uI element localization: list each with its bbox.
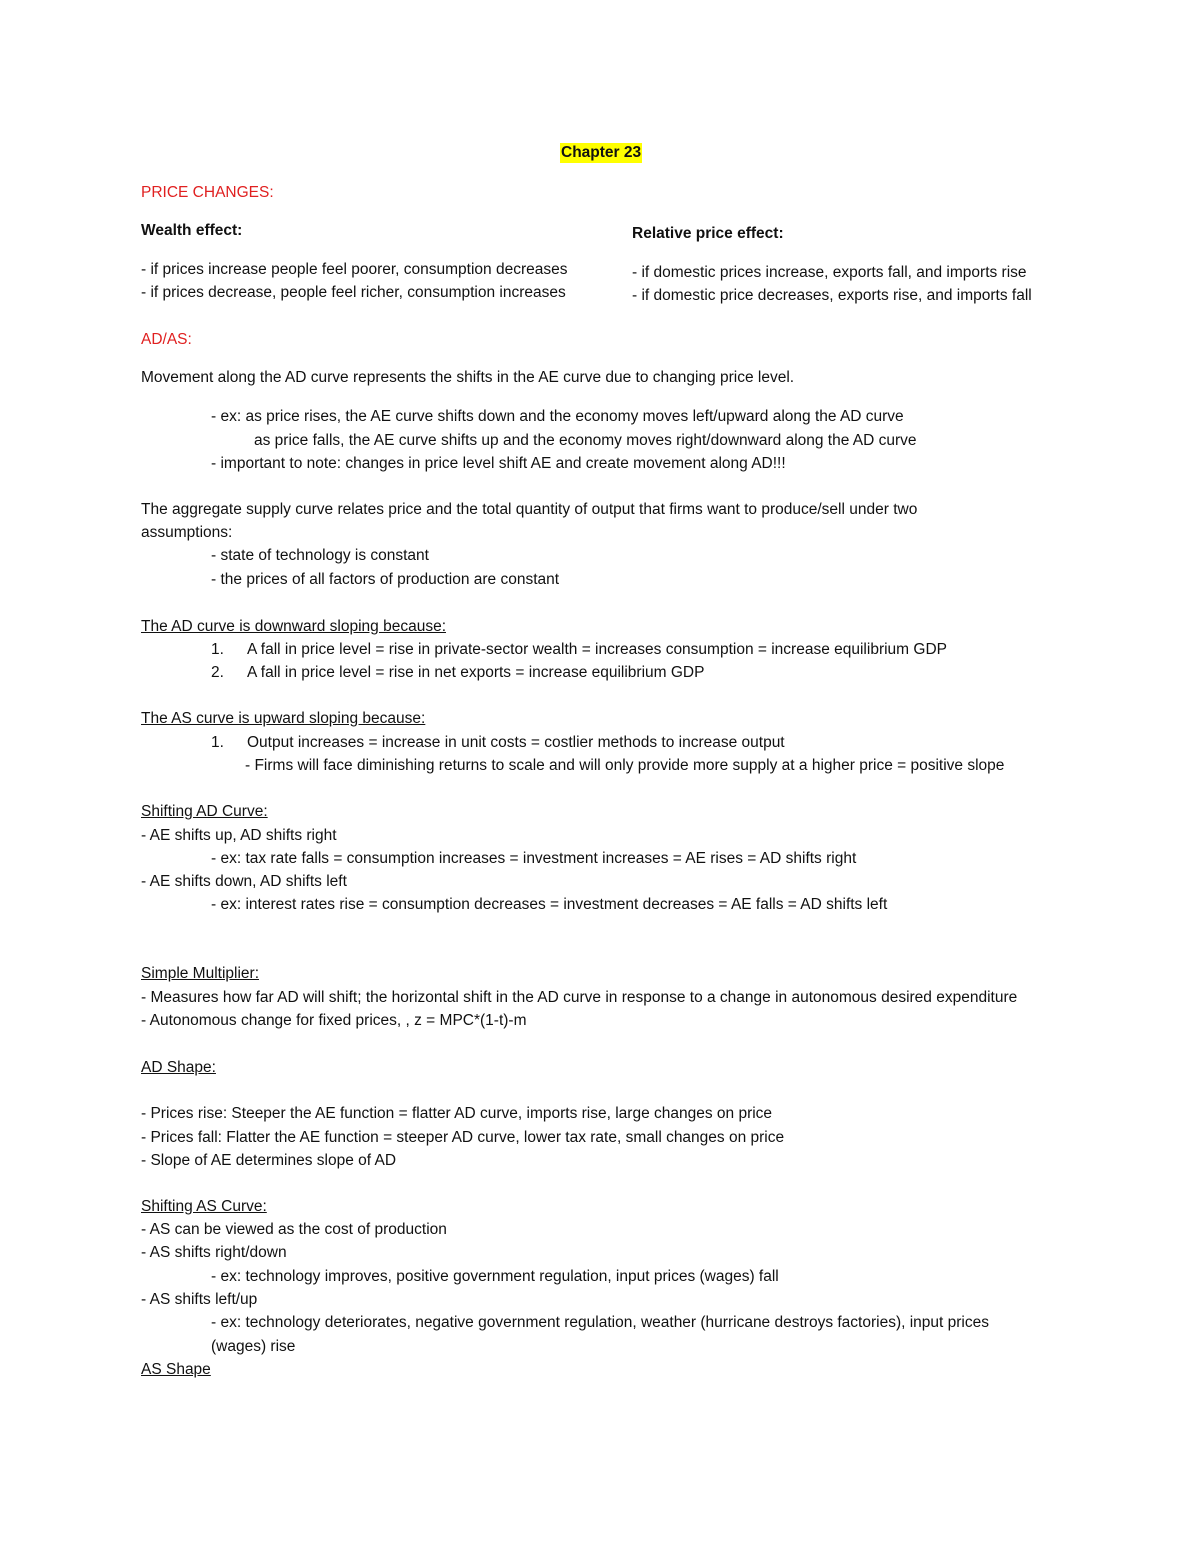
ad-shape-heading: AD Shape: bbox=[141, 1059, 216, 1076]
shifting-ad-example: - ex: interest rates rise = consumption decreases = investment decreases = AE falls = AD shifts left bbox=[211, 896, 888, 913]
item-text: Output increases = increase in unit costs = costlier methods to increase output bbox=[247, 734, 785, 751]
shifting-ad-line: - AE shifts down, AD shifts left bbox=[141, 873, 347, 890]
shifting-ad-heading: Shifting AD Curve: bbox=[141, 803, 268, 820]
as-shape-heading: AS Shape bbox=[141, 1361, 211, 1378]
item-number: 2. bbox=[211, 664, 224, 681]
shifting-as-line: - AS shifts left/up bbox=[141, 1291, 258, 1308]
relative-price-effect-label: Relative price effect: bbox=[632, 225, 784, 242]
shifting-ad-example: - ex: tax rate falls = consumption increases = investment increases = AE rises = AD shifts right bbox=[211, 850, 857, 867]
shifting-as-example: - ex: technology deteriorates, negative government regulation, weather (hurricane destroys factories), input prices bbox=[211, 1314, 989, 1331]
as-upward-subitem: - Firms will face diminishing returns to scale and will only provide more supply at a higher price = positive slope bbox=[245, 757, 1005, 774]
assumption-item: - the prices of all factors of production are constant bbox=[211, 571, 560, 588]
as-upward-heading: The AS curve is upward sloping because: bbox=[141, 710, 426, 727]
numbered-item bbox=[211, 640, 947, 660]
multiplier-line: - Measures how far AD will shift; the horizontal shift in the AD curve in response to a change in autonomous desired expenditure bbox=[141, 989, 1018, 1006]
item-text: A fall in price level = rise in private-sector wealth = increases consumption = increase equilibrium GDP bbox=[247, 641, 947, 658]
price-changes-heading: PRICE CHANGES: bbox=[141, 184, 274, 201]
multiplier-line: - Autonomous change for fixed prices, , z = MPC*(1-t)-m bbox=[141, 1012, 527, 1029]
relative-price-effect-item: - if domestic price decreases, exports rise, and imports fall bbox=[632, 287, 1032, 304]
item-number: 1. bbox=[211, 734, 224, 751]
ad-downward-heading: The AD curve is downward sloping because: bbox=[141, 618, 446, 635]
shifting-as-line: - AS can be viewed as the cost of production bbox=[141, 1221, 447, 1238]
ad-shape-line: - Prices rise: Steeper the AE function = flatter AD curve, imports rise, large changes on price bbox=[141, 1105, 773, 1122]
numbered-item bbox=[211, 663, 704, 683]
shifting-as-heading: Shifting AS Curve: bbox=[141, 1198, 267, 1215]
item-number: 1. bbox=[211, 641, 224, 658]
item-text: A fall in price level = rise in net exports = increase equilibrium GDP bbox=[247, 664, 705, 681]
adas-note: - important to note: changes in price level shift AE and create movement along AD!!! bbox=[211, 455, 786, 472]
ad-shape-line: - Slope of AE determines slope of AD bbox=[141, 1152, 397, 1169]
page-title: Chapter 23 bbox=[561, 144, 642, 161]
relative-price-effect-item: - if domestic prices increase, exports fall, and imports rise bbox=[632, 264, 1027, 281]
wealth-effect-label: Wealth effect: bbox=[141, 222, 243, 239]
numbered-item bbox=[211, 733, 785, 753]
shifting-ad-line: - AE shifts up, AD shifts right bbox=[141, 827, 337, 844]
shifting-as-example: (wages) rise bbox=[211, 1338, 296, 1355]
ad-shape-line: - Prices fall: Flatter the AE function = steeper AD curve, lower tax rate, small changes on price bbox=[141, 1129, 785, 1146]
adas-intro: Movement along the AD curve represents the shifts in the AE curve due to changing price level. bbox=[141, 369, 795, 386]
assumption-item: - state of technology is constant bbox=[211, 547, 429, 564]
wealth-effect-item: - if prices increase people feel poorer, consumption decreases bbox=[141, 261, 568, 278]
multiplier-heading: Simple Multiplier: bbox=[141, 965, 260, 982]
adas-heading: AD/AS: bbox=[141, 331, 192, 348]
shifting-as-example: - ex: technology improves, positive government regulation, input prices (wages) fall bbox=[211, 1268, 779, 1285]
as-definition: assumptions: bbox=[141, 524, 233, 541]
as-definition: The aggregate supply curve relates price and the total quantity of output that firms want to produce/sell under two bbox=[141, 501, 918, 518]
wealth-effect-item: - if prices decrease, people feel richer, consumption increases bbox=[141, 284, 566, 301]
shifting-as-line: - AS shifts right/down bbox=[141, 1244, 287, 1261]
adas-example: - ex: as price rises, the AE curve shifts down and the economy moves left/upward along the AD curve bbox=[211, 408, 904, 425]
adas-example: as price falls, the AE curve shifts up and the economy moves right/downward along the AD curve bbox=[254, 432, 917, 449]
